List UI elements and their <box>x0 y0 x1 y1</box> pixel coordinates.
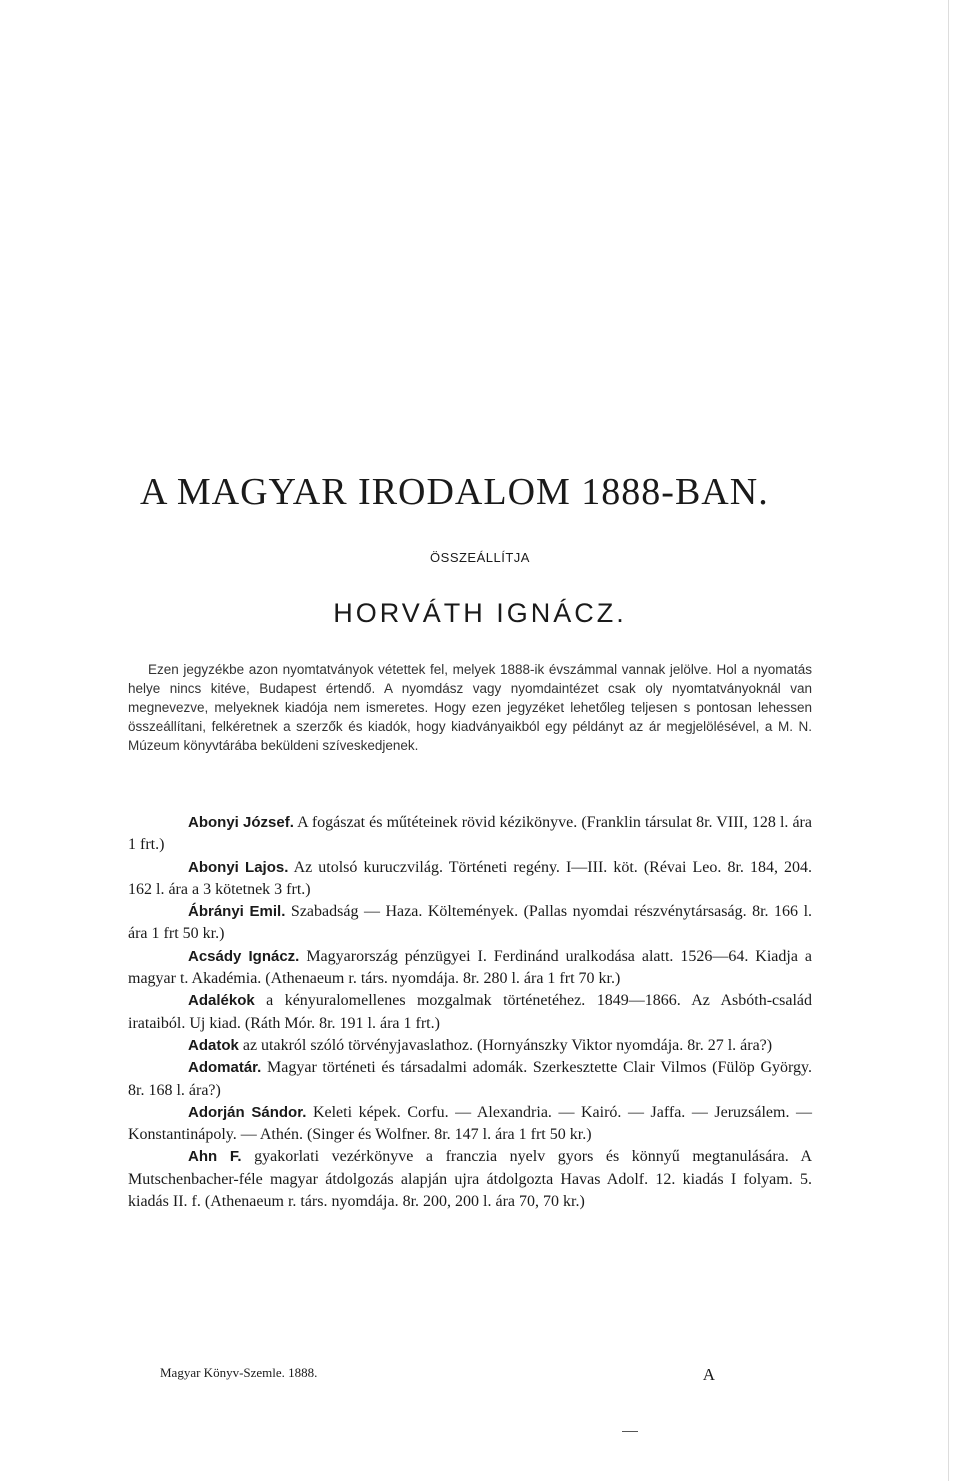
scan-edge-line <box>948 0 949 1481</box>
bibliography-entry <box>128 946 812 991</box>
entry-text: az utakról szóló törvényjavaslathoz. (Hornyánszky Viktor nyomdája. 8r. 27 l. ára?) <box>242 1036 773 1054</box>
entry-text: Magyar történeti és társadalmi adomák. Szerkesztette Clair Vilmos (Fülöp György. 8r. 168 l. ára?) <box>128 1059 813 1099</box>
journal-name: Magyar Könyv-Szemle. 1888. <box>160 1365 318 1380</box>
signature-mark: A <box>702 1365 715 1384</box>
entry-name: Abonyi Lajos. <box>188 858 289 876</box>
page-footer <box>160 1365 760 1385</box>
author-name: HORVÁTH IGNÁCZ. <box>333 598 627 628</box>
bibliography-entry <box>128 901 812 946</box>
entry-text: a kényuralomellenes mozgalmak történetéhez. 1849—1866. Az Asbóth-család irataiból. Uj kiad. (Ráth Mór. 8r. 191 l. ára 1 frt.) <box>128 992 813 1032</box>
bibliography-list <box>128 812 812 1213</box>
bibliography-entry <box>128 1146 812 1213</box>
entry-name: Adomatár. <box>188 1059 262 1077</box>
bibliography-entry <box>128 990 812 1035</box>
entry-text: Magyarország pénzügyei I. Ferdinánd uralkodása alatt. 1526—64. Kiadja a magyar t. Akadémia. (Athenaeum r. társ. nyomdája. 8r. 280 l. ára 1 frt 70 kr.) <box>128 947 813 988</box>
entry-name: Ábrányi Emil. <box>188 903 286 921</box>
entry-text: Szabadság — Haza. Költemények. (Pallas nyomdai részvénytársaság. 8r. 166 l. ára 1 frt 50 kr.) <box>128 903 813 943</box>
entry-name: Adalékok <box>188 992 255 1010</box>
preface <box>128 660 812 755</box>
bibliography-entry <box>128 1057 812 1102</box>
bibliography-entry <box>128 812 812 857</box>
bibliography-entry <box>128 1102 812 1147</box>
page-title: A MAGYAR IRODALOM 1888-BAN. <box>140 471 769 513</box>
compiled-by-label: ÖSSZEÁLLÍTJA <box>430 550 530 565</box>
entry-name: Acsády Ignácz. <box>188 947 300 965</box>
entry-text: A fogászat és műtéteinek rövid kézikönyve. (Franklin társulat 8r. VIII, 128 l. ára 1 frt.) <box>128 814 812 854</box>
preface-text: Ezen jegyzékbe azon nyomtatványok vétettek fel, melyek 1888-ik évszámmal vannak jelölve. Hol a nyomatás helye nincs kitéve, Budapest értendő. A nyomdász vagy nyomdaintézet csak oly nyomtatványoknál van megnevezve, melyeknek kiadója nem ismeretes. Hogy ezen jegyzéket lehetőleg teljesen s pontosan lehessen összeállítani, felkéretnek a szerzők és kiadók, hogy kiadványaikból egy példányt az ár megjelölésével, a M. N. Múzeum könyvtárába beküldeni szíveskedjenek. <box>128 662 812 753</box>
entry-name: Adorján Sándor. <box>188 1103 307 1121</box>
entry-text: Keleti képek. Corfu. — Alexandria. — Kairó. — Jaffa. — Jeruzsálem. — Konstantinápoly. — Athén. (Singer és Wolfner. 8r. 147 l. ára 1 frt 50 kr.) <box>128 1103 812 1144</box>
bibliography-entry <box>128 857 812 902</box>
bibliography-entry <box>128 1035 812 1057</box>
entry-name: Ahn F. <box>188 1148 242 1166</box>
entry-name: Adatok <box>188 1036 239 1054</box>
entry-name: Abonyi József. <box>188 814 294 831</box>
entry-text: gyakorlati vezérkönyve a franczia nyelv gyors és könnyű megtanulására. A Mutschenbacher-féle magyar átdolgozás alapján ujra átdolgozta Havas Adolf. 12. kiadás I folyam. 5. kiadás II. f. (Athenaeum r. társ. nyomdája. 8r. 200, 200 l. ára 70, 70 kr.) <box>128 1148 813 1211</box>
entry-text: Az utolsó kuruczvilág. Történeti regény. I—III. köt. (Révai Leo. 8r. 184, 204. 162 l. ára a 3 kötetnek 3 frt.) <box>128 858 813 898</box>
print-mark <box>622 1431 638 1432</box>
